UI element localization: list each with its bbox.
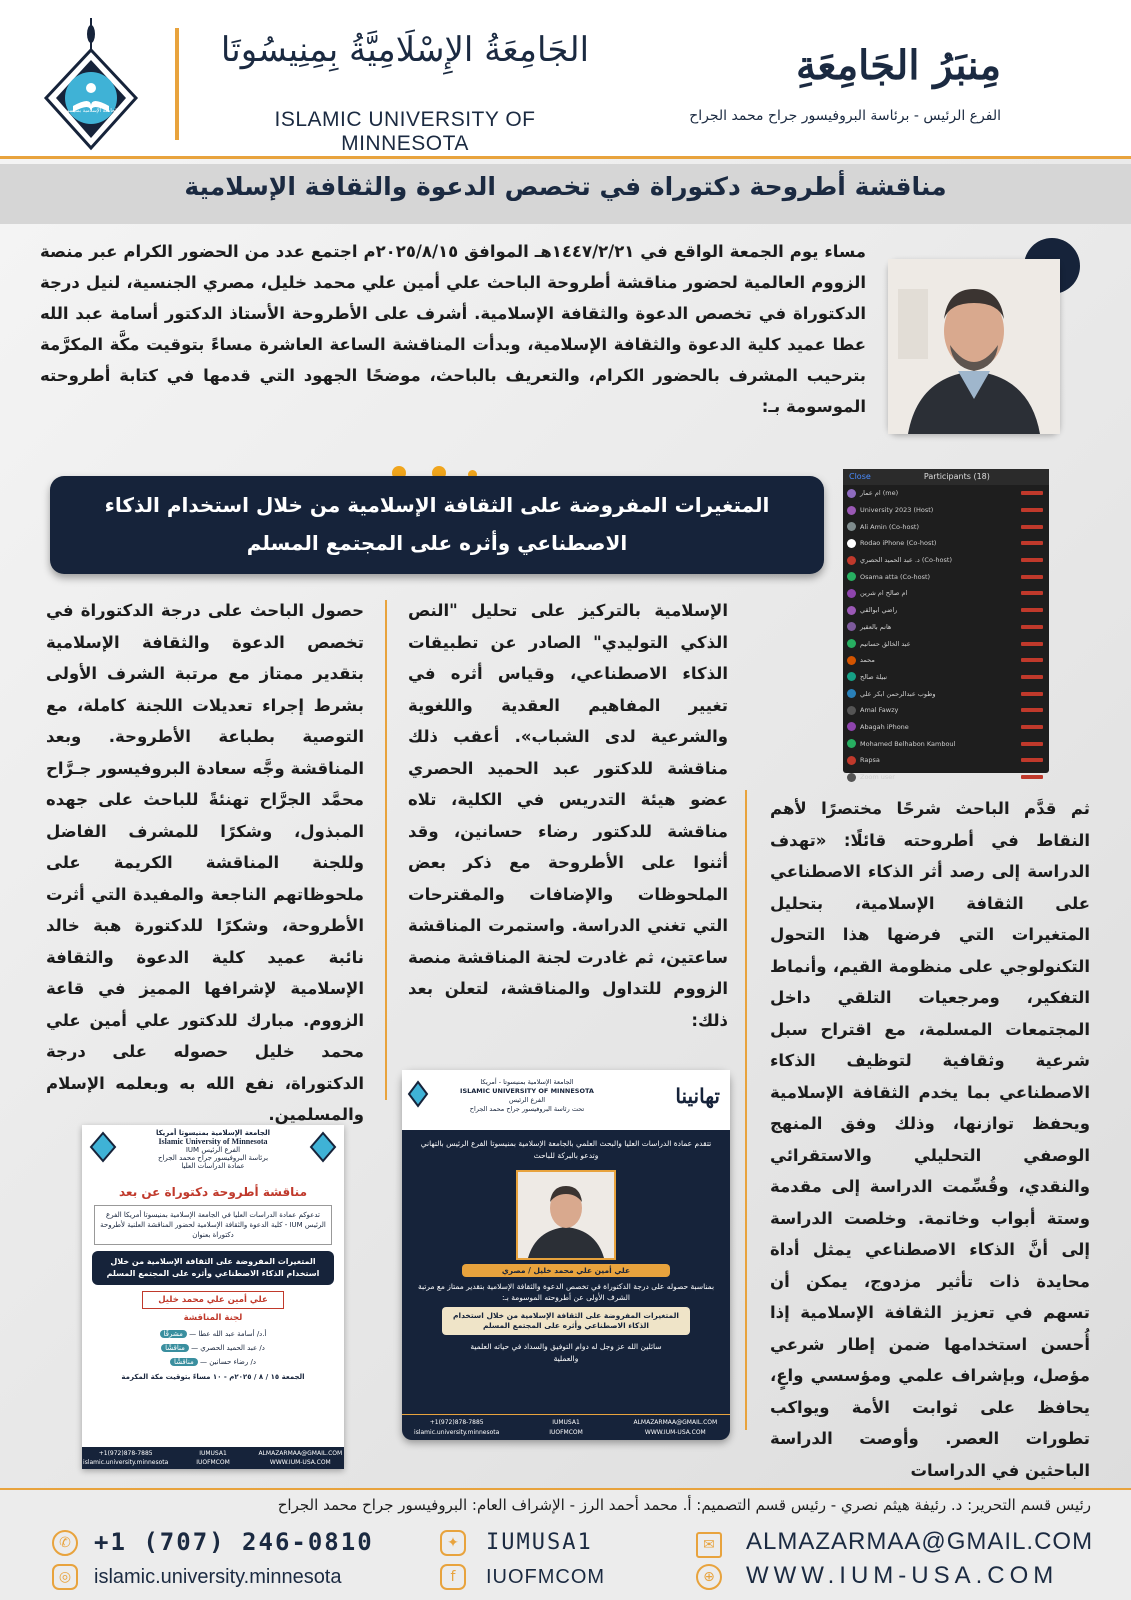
poster-researcher: علي أمين علي محمد خليل bbox=[142, 1291, 284, 1309]
participant-row bbox=[843, 518, 1049, 535]
logo-caption: الجامعة الإسلامية بمنيسوتا bbox=[63, 108, 119, 114]
participant-row bbox=[843, 735, 1049, 752]
email-icon: ✉ bbox=[696, 1532, 722, 1558]
committee-member: أ.د/ أسامة عبد الله عطا — مشرفًا bbox=[102, 1327, 324, 1341]
participant-avatar bbox=[847, 656, 856, 665]
muted-mic-icon bbox=[1021, 642, 1043, 646]
poster-contacts: +1(972)878-7885 IUMUSA1 ALMAZARMAA@GMAIL.COM islamic.university.minnesota IUOFMCOM WWW.IUM-USA.COM bbox=[82, 1447, 344, 1469]
poster-uni-en: Islamic University of Minnesota bbox=[158, 1137, 268, 1146]
participant-avatar bbox=[847, 489, 856, 498]
participant-name: محمد bbox=[860, 656, 875, 665]
participant-name: نبيلة صالح bbox=[860, 672, 888, 681]
participant-avatar bbox=[847, 689, 856, 698]
invitation-poster bbox=[82, 1125, 344, 1469]
poster2-uni: الجامعة الإسلامية بمنيسوتا - أمريكا ISLAMIC UNIVERSITY OF MINNESOTA الفرع الرئيس تحت رئاسة البروفيسور جراح محمد الجراح bbox=[460, 1078, 594, 1113]
participant-avatar bbox=[847, 556, 856, 565]
publication-title: مِنبَرُ الجَامِعَةِ bbox=[795, 42, 1001, 89]
participant-row bbox=[843, 652, 1049, 669]
muted-mic-icon bbox=[1021, 525, 1043, 529]
participant-row bbox=[843, 552, 1049, 569]
poster-president: برئاسة البروفيسور جراح محمد الجراح bbox=[157, 1154, 269, 1162]
participant-avatar bbox=[847, 506, 856, 515]
participant-name: وطوب عبدالرحمن ابكر علي bbox=[860, 689, 936, 698]
muted-mic-icon bbox=[1021, 758, 1043, 762]
zoom-panel-header bbox=[843, 469, 1049, 485]
muted-mic-icon bbox=[1021, 775, 1043, 779]
participant-row bbox=[843, 752, 1049, 769]
zoom-participants-panel bbox=[843, 469, 1049, 782]
participant-avatar bbox=[847, 606, 856, 615]
muted-mic-icon bbox=[1021, 625, 1043, 629]
participant-name: Ali Amin (Co-host) bbox=[860, 522, 919, 531]
participant-row bbox=[843, 702, 1049, 719]
facebook-icon: f bbox=[440, 1564, 466, 1590]
poster-thesis: المتغيرات المفروضة على الثقافة الإسلامية من خلال استخدام الذكاء الاصطناعي وأثره على المجتمع المسلم bbox=[92, 1251, 334, 1285]
committee-member: د/ رضاء حسانين — مناقشًا bbox=[102, 1355, 324, 1369]
participant-name: Abagah iPhone bbox=[860, 722, 909, 731]
participant-avatar bbox=[847, 522, 856, 531]
participant-row bbox=[843, 535, 1049, 552]
poster-logo-icon bbox=[90, 1129, 116, 1163]
participant-avatar bbox=[847, 672, 856, 681]
thesis-title-line-1: المتغيرات المفروضة على الثقافة الإسلامية من خلال استخدام الذكاء bbox=[104, 493, 770, 517]
muted-mic-icon bbox=[1021, 541, 1043, 545]
participant-avatar bbox=[847, 722, 856, 731]
participant-name: Rapsa bbox=[860, 756, 880, 765]
participant-name: Zoom user bbox=[860, 773, 895, 782]
participant-avatar bbox=[847, 639, 856, 648]
poster2-photo bbox=[516, 1170, 616, 1260]
muted-mic-icon bbox=[1021, 708, 1043, 712]
article-title: مناقشة أطروحة دكتوراة في تخصص الدعوة والثقافة الإسلامية bbox=[184, 172, 947, 201]
participant-row bbox=[843, 502, 1049, 519]
instagram-icon: ◎ bbox=[52, 1564, 78, 1590]
editorial-credits: رئيس قسم التحرير: د. رئيفة هيثم نصري - رئيس قسم التصميم: أ. محمد أحمد الرز - الإشراف العام: البروفيسور جراح محمد الجراح bbox=[277, 1496, 1091, 1514]
participant-avatar bbox=[847, 589, 856, 598]
poster-date: الجمعة ١٥ / ٨ / ٢٠٢٥م - ١٠ مساءً بتوقيت مكة المكرمة bbox=[121, 1373, 305, 1381]
intro-paragraph: مساء يوم الجمعة الواقع في ١٤٤٧/٢/٢١هـ الموافق ٢٠٢٥/٨/١٥م اجتمع عدد من الحضور الكرام عبر منصة الزووم العالمية لحضور مناقشة أطروحة الباحث علي أمين علي محمد خليل، مصري الجنسية، لنيل درجة الدكتوراة في تخصص الدعوة والثقافة الإسلامية. أشرف على الأطروحة الأستاذ الدكتور أسامة عبد الله عطا عميد كلية الدعوة والثقافة الإسلامية، وبدأت المناقشة الساعة العاشرة مساءً بتوقيت مكَّة المكرَّمة بترحيب المشرف بالحضور الكرام، والتعريف بالباحث، موضحًا الجهود التي قدمها في كتابة أطروحته الموسومة بـ: bbox=[40, 242, 866, 416]
participant-row bbox=[843, 485, 1049, 502]
muted-mic-icon bbox=[1021, 742, 1043, 746]
whatsapp-icon: ✆ bbox=[52, 1530, 78, 1556]
participant-avatar bbox=[847, 773, 856, 782]
zoom-close-button[interactable]: Close bbox=[849, 472, 871, 481]
poster2-tahani: تهانينا bbox=[675, 1084, 720, 1108]
congratulations-poster bbox=[402, 1070, 730, 1440]
muted-mic-icon bbox=[1021, 608, 1043, 612]
zoom-panel-title: Participants (18) bbox=[923, 472, 990, 481]
muted-mic-icon bbox=[1021, 692, 1043, 696]
globe-icon: ⊕ bbox=[696, 1564, 722, 1590]
thesis-title-line-2: الاصطناعي وأثره على المجتمع المسلم bbox=[246, 531, 628, 555]
poster-committee-title: لجنة المناقشة bbox=[183, 1313, 243, 1323]
participant-list bbox=[843, 485, 1049, 785]
participant-name: Amal Fawzy bbox=[860, 706, 899, 715]
facebook-handle[interactable]: IUOFMCOM bbox=[486, 1566, 606, 1588]
university-name-english: ISLAMIC UNIVERSITY OF MINNESOTA bbox=[274, 108, 536, 155]
poster2-logo-icon bbox=[408, 1080, 428, 1108]
poster-heading: مناقشة أطروحة دكتوراة عن بعد bbox=[118, 1185, 308, 1199]
muted-mic-icon bbox=[1021, 725, 1043, 729]
participant-row bbox=[843, 619, 1049, 636]
poster2-contacts: +1(972)878-7885 IUMUSA1 ALMAZARMAA@GMAIL.COM islamic.university.minnesota IUOFMCOM WWW.IUM-USA.COM bbox=[402, 1414, 730, 1440]
poster-uni-ar: الجامعة الإسلامية بمنيسوتا أمريكا bbox=[155, 1129, 270, 1137]
person-portrait-icon bbox=[888, 259, 1060, 434]
instagram-handle[interactable]: islamic.university.minnesota bbox=[94, 1566, 342, 1588]
university-logo-icon bbox=[38, 16, 144, 154]
thesis-title-banner bbox=[50, 476, 824, 574]
participant-avatar bbox=[847, 739, 856, 748]
participant-name: Mohamed Belhabon Kamboul bbox=[860, 739, 956, 748]
participant-row bbox=[843, 602, 1049, 619]
poster2-detail: بمناسبة حصوله على درجة الدكتوراة في تخصص الدعوة والثقافة الإسلامية بتقدير ممتاز مع مرتبة الشرف الأولى عن أطروحته الموسومة بـ: bbox=[417, 1282, 715, 1302]
header-divider bbox=[0, 156, 1131, 159]
participant-row bbox=[843, 769, 1049, 786]
column-middle-text: الإسلامية بالتركيز على تحليل "النص الذكي التوليدي" الصادر عن تطبيقات الذكاء الاصطناعي، وقياس أثره في تغيير المفاهيم العقدية واللغوية والشرعية لدى الشباب». أعقب ذلك مناقشة للدكتور عبد الحميد الحصري عضو هيئة التدريس في الكلية، تلاه مناقشة للدكتور رضاء حسانين، وقد أثنوا على الأطروحة مع ذكر بعض الملحوظات والإضافات والمقترحات التي تغني الدراسة. واستمرت المناقشة ساعتين، ثم غادرت لجنة المناقشة منصة الزووم للتداول والمناقشة، لتعلن بعد ذلك: bbox=[408, 601, 728, 1030]
poster2-thesis: المتغيرات المفروضة على الثقافة الإسلامية من خلال استخدام الذكاء الاصطناعي وأثره على المجتمع المسلم bbox=[442, 1307, 690, 1335]
participant-avatar bbox=[847, 539, 856, 548]
participant-name: د. عبد الحميد الحصري (Co-host) bbox=[860, 556, 952, 565]
participant-name: ام عمار (me) bbox=[860, 489, 899, 498]
column-left-text: حصول الباحث على درجة الدكتوراة في تخصص الدعوة والثقافة الإسلامية بتقدير ممتاز مع مرتبة الشرف الأولى بشرط إجراء تعديلات اللجنة كاملة، مع التوصية بطباعة الأطروحة. وبعد المناقشة وجَّه سعادة البروفيسور جـرَّاح محمَّد الجرَّاح تهنئةً للباحث على جهده المبذول، وشكرًا للمشرف الفاضل وللجنة المناقشة الكريمة على ملحوظاتهم الناجعة والمفيدة التي أثرت الأطروحة، وشكرًا للدكتورة هبة خالد نائبة عميد كلية الدعوة والثقافة الإسلامية لإشرافها المميز في قاعة الزووم. مبارك للدكتور علي أمين علي محمد خليل حصوله على درجة الدكتوراة، نفع الله به وبعلمه الإسلام والمسلمين. bbox=[46, 601, 364, 1124]
university-name-arabic: الجَامِعَةُ الإِسْلَامِيَّةُ بِمِنِيسُوتَا bbox=[220, 30, 590, 70]
participant-name: University 2023 (Host) bbox=[860, 506, 934, 515]
muted-mic-icon bbox=[1021, 491, 1043, 495]
participant-name: Osama atta (Co-host) bbox=[860, 572, 931, 581]
muted-mic-icon bbox=[1021, 675, 1043, 679]
person-portrait-icon bbox=[518, 1172, 614, 1258]
participant-avatar bbox=[847, 572, 856, 581]
muted-mic-icon bbox=[1021, 658, 1043, 662]
publication-subtitle: الفرع الرئيس - برئاسة البروفيسور جراح محمد الجراح bbox=[689, 108, 1001, 124]
participant-name: راضي ابوالقي bbox=[860, 606, 898, 615]
poster-header bbox=[82, 1125, 344, 1179]
column-right-text: ثم قدَّم الباحث شرحًا مختصرًا لأهم النقاط في أطروحته قائلًا: «تهدف الدراسة إلى رصد أثر الذكاء الاصطناعي على الثقافة الإسلامية، بتحليل المتغيرات التي فرضها هذا التحول التكنولوجي على منظومة القيم، وأنماط التفكير، ومرجعيات التلقي داخل المجتمعات المسلمة، مع اقتراح سبل شرعية وثقافية لتوظيف الذكاء الاصطناعي بما يخدم الثقافة الإسلامية ويحفظ توازنها، وذلك وفق المنهج الوصفي التحليلي والاستقرائي والنقدي، وقُسِّمت الدراسة إلى مقدمة وستة أبواب وخاتمة. وخلصت الدراسة إلى أنَّ الذكاء الاصطناعي يمثل أداة محايدة ذات تأثير مزدوج، يمكن أن تسهم في تعزيز الثقافة الإسلامية إذا أُحسن استخدامها ضمن إطار شرعي مؤصل، وبإشراف علمي ومؤسسي واعٍ، يحافظ على ثوابت الأمة ويواكب تطورات العصر. وأوصت الدراسة الباحثين في الدراسات bbox=[770, 799, 1090, 1480]
researcher-photo bbox=[888, 259, 1060, 434]
participant-avatar bbox=[847, 706, 856, 715]
poster2-header bbox=[402, 1070, 730, 1130]
poster-branch: الفرع الرئيس IUM bbox=[185, 1146, 241, 1154]
committee-member: د/ عبد الحميد الحصري — مناقشًا bbox=[102, 1341, 324, 1355]
participant-name: Rodao iPhone (Co-host) bbox=[860, 539, 937, 548]
phone-number[interactable]: +1 (707) 246-0810 bbox=[94, 1528, 374, 1556]
column-divider bbox=[385, 600, 387, 1100]
poster2-message: تتقدم عمادة الدراسات العليا والبحث العلمي بالجامعة الإسلامية بمنيسوتا الفرع الرئيس بالتهاني وتدعو بالبركة للباحث bbox=[420, 1139, 712, 1160]
poster-dept: عمادة الدراسات العليا bbox=[181, 1162, 245, 1170]
participant-row bbox=[843, 669, 1049, 686]
participant-avatar bbox=[847, 622, 856, 631]
poster2-dua: سائلين الله عز وجل له دوام التوفيق والسداد في حياته العلمية والعملية bbox=[470, 1342, 662, 1363]
committee-list bbox=[102, 1327, 324, 1369]
participant-name: عبد الخالق حسانيم bbox=[860, 639, 911, 648]
participant-name: هانم بالعقير bbox=[860, 622, 892, 631]
participant-row bbox=[843, 568, 1049, 585]
email-address[interactable]: ALMAZARMAA@GMAIL.COM bbox=[746, 1528, 1094, 1555]
website-url[interactable]: WWW.IUM-USA.COM bbox=[746, 1562, 1059, 1589]
column-divider bbox=[745, 790, 747, 1430]
muted-mic-icon bbox=[1021, 558, 1043, 562]
twitter-icon: ✦ bbox=[440, 1530, 466, 1556]
participant-row bbox=[843, 585, 1049, 602]
twitter-handle[interactable]: IUMUSA1 bbox=[486, 1530, 593, 1555]
poster-logo-icon bbox=[310, 1129, 336, 1163]
participant-name: ام صالح ام شرين bbox=[860, 589, 908, 598]
participant-row bbox=[843, 685, 1049, 702]
participant-row bbox=[843, 635, 1049, 652]
muted-mic-icon bbox=[1021, 575, 1043, 579]
header-gold-divider bbox=[175, 28, 179, 140]
muted-mic-icon bbox=[1021, 508, 1043, 512]
poster2-name: علي أمين علي محمد خليل / مصري bbox=[462, 1264, 670, 1277]
muted-mic-icon bbox=[1021, 591, 1043, 595]
participant-avatar bbox=[847, 756, 856, 765]
participant-row bbox=[843, 719, 1049, 736]
poster-invite: تدعوكم عمادة الدراسات العليا في الجامعة الإسلامية بمنيسوتا أمريكا الفرع الرئيس IUM - كلية الدعوة والثقافة الإسلامية لحضور المناقشة العلنية لأطروحة دكتوراة بعنوان bbox=[94, 1205, 332, 1245]
